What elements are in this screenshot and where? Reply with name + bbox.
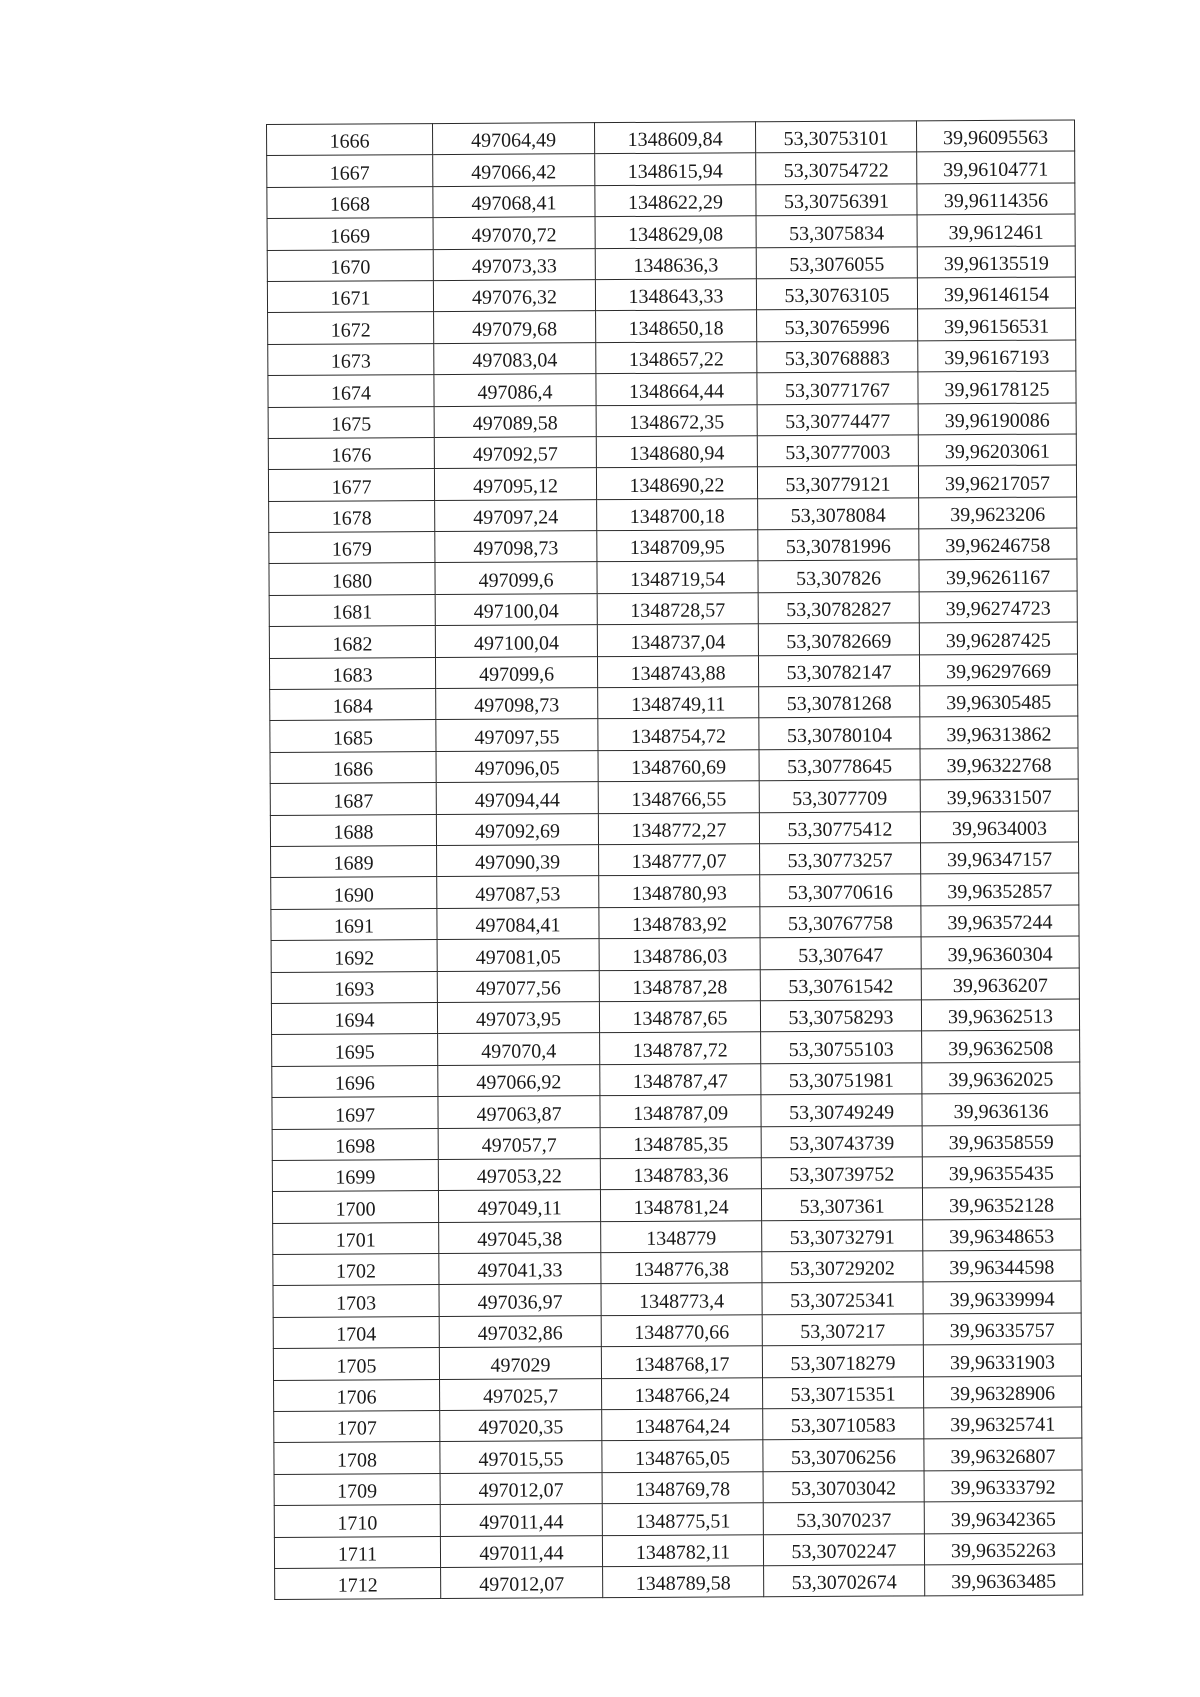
table-row bbox=[268, 340, 1076, 376]
x-coordinate-cell: 497077,56 bbox=[437, 970, 599, 1002]
latitude-cell: 53,30774477 bbox=[757, 403, 918, 435]
table-row bbox=[273, 1313, 1081, 1349]
y-coordinate-cell: 1348643,33 bbox=[595, 279, 756, 311]
point-number-cell: 1689 bbox=[271, 846, 437, 878]
latitude-cell: 53,30782827 bbox=[758, 592, 919, 624]
table-row bbox=[267, 151, 1075, 187]
point-number-cell: 1688 bbox=[270, 814, 436, 846]
point-number-cell: 1682 bbox=[269, 626, 435, 658]
y-coordinate-cell: 1348773,4 bbox=[601, 1283, 762, 1315]
point-number-cell: 1692 bbox=[271, 940, 437, 972]
x-coordinate-cell: 497070,4 bbox=[438, 1033, 600, 1065]
x-coordinate-cell: 497086,4 bbox=[434, 374, 596, 406]
longitude-cell: 39,96352128 bbox=[922, 1187, 1080, 1219]
y-coordinate-cell: 1348765,05 bbox=[602, 1440, 763, 1472]
longitude-cell: 39,9634003 bbox=[920, 811, 1078, 843]
y-coordinate-cell: 1348781,24 bbox=[600, 1189, 761, 1221]
longitude-cell: 39,96339994 bbox=[923, 1281, 1081, 1313]
y-coordinate-cell: 1348789,58 bbox=[603, 1566, 764, 1598]
point-number-cell: 1687 bbox=[270, 783, 436, 815]
latitude-cell: 53,30782147 bbox=[758, 654, 919, 686]
y-coordinate-cell: 1348776,38 bbox=[601, 1252, 762, 1284]
table-row bbox=[268, 434, 1076, 470]
y-coordinate-cell: 1348785,35 bbox=[600, 1126, 761, 1158]
y-coordinate-cell: 1348650,18 bbox=[596, 310, 757, 342]
point-number-cell: 1672 bbox=[268, 312, 434, 344]
point-number-cell: 1677 bbox=[268, 469, 434, 501]
table-row bbox=[271, 905, 1079, 941]
x-coordinate-cell: 497099,6 bbox=[435, 562, 597, 594]
longitude-cell: 39,96363485 bbox=[925, 1564, 1083, 1596]
point-number-cell: 1711 bbox=[274, 1536, 440, 1568]
point-number-cell: 1685 bbox=[270, 720, 436, 752]
longitude-cell: 39,96362508 bbox=[922, 1030, 1080, 1062]
table-row bbox=[272, 1062, 1080, 1098]
x-coordinate-cell: 497073,95 bbox=[437, 1002, 599, 1034]
latitude-cell: 53,307361 bbox=[761, 1188, 922, 1220]
table-row bbox=[272, 1156, 1080, 1192]
longitude-cell: 39,96325741 bbox=[924, 1407, 1082, 1439]
table-row bbox=[271, 873, 1079, 909]
point-number-cell: 1703 bbox=[273, 1285, 439, 1317]
longitude-cell: 39,9636207 bbox=[921, 968, 1079, 1000]
x-coordinate-cell: 497083,04 bbox=[434, 342, 596, 374]
y-coordinate-cell: 1348749,11 bbox=[598, 687, 759, 719]
table-row bbox=[267, 120, 1075, 156]
latitude-cell: 53,30702674 bbox=[764, 1565, 925, 1597]
x-coordinate-cell: 497092,69 bbox=[436, 813, 598, 845]
x-coordinate-cell: 497066,92 bbox=[438, 1064, 600, 1096]
y-coordinate-cell: 1348787,65 bbox=[599, 1001, 760, 1033]
y-coordinate-cell: 1348672,35 bbox=[596, 404, 757, 436]
point-number-cell: 1690 bbox=[271, 877, 437, 909]
y-coordinate-cell: 1348783,36 bbox=[600, 1158, 761, 1190]
x-coordinate-cell: 497064,49 bbox=[433, 123, 595, 155]
y-coordinate-cell: 1348615,94 bbox=[595, 153, 756, 185]
table-body bbox=[267, 120, 1083, 1600]
point-number-cell: 1712 bbox=[275, 1568, 441, 1600]
table-row bbox=[267, 277, 1075, 313]
x-coordinate-cell: 497090,39 bbox=[437, 845, 599, 877]
x-coordinate-cell: 497095,12 bbox=[434, 468, 596, 500]
y-coordinate-cell: 1348700,18 bbox=[597, 498, 758, 530]
latitude-cell: 53,30770616 bbox=[760, 874, 921, 906]
longitude-cell: 39,96246758 bbox=[919, 528, 1077, 560]
point-number-cell: 1700 bbox=[272, 1191, 438, 1223]
point-number-cell: 1674 bbox=[268, 375, 434, 407]
point-number-cell: 1706 bbox=[274, 1379, 440, 1411]
x-coordinate-cell: 497097,24 bbox=[435, 499, 597, 531]
point-number-cell: 1683 bbox=[269, 657, 435, 689]
point-number-cell: 1709 bbox=[274, 1473, 440, 1505]
y-coordinate-cell: 1348680,94 bbox=[596, 436, 757, 468]
y-coordinate-cell: 1348629,08 bbox=[595, 216, 756, 248]
table-row bbox=[272, 1093, 1080, 1129]
table-row bbox=[269, 591, 1077, 627]
longitude-cell: 39,96114356 bbox=[917, 183, 1075, 215]
latitude-cell: 53,3070237 bbox=[763, 1502, 924, 1534]
latitude-cell: 53,30778645 bbox=[759, 749, 920, 781]
coordinates-table bbox=[266, 119, 1083, 1600]
longitude-cell: 39,96342365 bbox=[924, 1501, 1082, 1533]
latitude-cell: 53,30702247 bbox=[763, 1533, 924, 1565]
y-coordinate-cell: 1348787,72 bbox=[600, 1032, 761, 1064]
latitude-cell: 53,30749249 bbox=[761, 1094, 922, 1126]
x-coordinate-cell: 497073,33 bbox=[433, 248, 595, 280]
latitude-cell: 53,30725341 bbox=[762, 1282, 923, 1314]
y-coordinate-cell: 1348754,72 bbox=[598, 718, 759, 750]
longitude-cell: 39,96297669 bbox=[919, 654, 1077, 686]
longitude-cell: 39,96104771 bbox=[917, 151, 1075, 183]
table-row bbox=[269, 528, 1077, 564]
longitude-cell: 39,96358559 bbox=[922, 1124, 1080, 1156]
y-coordinate-cell: 1348769,78 bbox=[602, 1472, 763, 1504]
table-row bbox=[267, 214, 1075, 250]
point-number-cell: 1708 bbox=[274, 1442, 440, 1474]
x-coordinate-cell: 497097,55 bbox=[436, 719, 598, 751]
y-coordinate-cell: 1348780,93 bbox=[599, 875, 760, 907]
x-coordinate-cell: 497066,42 bbox=[433, 154, 595, 186]
x-coordinate-cell: 497011,44 bbox=[440, 1504, 602, 1536]
longitude-cell: 39,96352263 bbox=[924, 1533, 1082, 1565]
longitude-cell: 39,96362513 bbox=[921, 999, 1079, 1031]
y-coordinate-cell: 1348760,69 bbox=[598, 750, 759, 782]
longitude-cell: 39,96261167 bbox=[919, 559, 1077, 591]
y-coordinate-cell: 1348787,28 bbox=[599, 969, 760, 1001]
x-coordinate-cell: 497053,22 bbox=[438, 1159, 600, 1191]
y-coordinate-cell: 1348664,44 bbox=[596, 373, 757, 405]
latitude-cell: 53,30743739 bbox=[761, 1125, 922, 1157]
x-coordinate-cell: 497098,73 bbox=[436, 688, 598, 720]
latitude-cell: 53,30763105 bbox=[756, 278, 917, 310]
longitude-cell: 39,96305485 bbox=[920, 685, 1078, 717]
x-coordinate-cell: 497087,53 bbox=[437, 876, 599, 908]
table-row bbox=[274, 1470, 1082, 1506]
latitude-cell: 53,30771767 bbox=[757, 372, 918, 404]
latitude-cell: 53,30761542 bbox=[760, 968, 921, 1000]
point-number-cell: 1704 bbox=[273, 1316, 439, 1348]
x-coordinate-cell: 497099,6 bbox=[435, 656, 597, 688]
table-row bbox=[272, 1187, 1080, 1223]
latitude-cell: 53,3076055 bbox=[756, 246, 917, 278]
y-coordinate-cell: 1348636,3 bbox=[595, 247, 756, 279]
longitude-cell: 39,96167193 bbox=[918, 340, 1076, 372]
point-number-cell: 1691 bbox=[271, 908, 437, 940]
x-coordinate-cell: 497057,7 bbox=[438, 1127, 600, 1159]
longitude-cell: 39,96190086 bbox=[918, 402, 1076, 434]
table-row bbox=[274, 1438, 1082, 1474]
table-row bbox=[274, 1376, 1082, 1412]
point-number-cell: 1673 bbox=[268, 343, 434, 375]
x-coordinate-cell: 497015,55 bbox=[440, 1441, 602, 1473]
x-coordinate-cell: 497012,07 bbox=[440, 1472, 602, 1504]
y-coordinate-cell: 1348772,27 bbox=[598, 812, 759, 844]
table-row bbox=[273, 1344, 1081, 1380]
table-row bbox=[268, 402, 1076, 438]
latitude-cell: 53,30775412 bbox=[759, 811, 920, 843]
y-coordinate-cell: 1348766,55 bbox=[598, 781, 759, 813]
table-row bbox=[271, 842, 1079, 878]
table-row bbox=[272, 1030, 1080, 1066]
x-coordinate-cell: 497041,33 bbox=[439, 1253, 601, 1285]
x-coordinate-cell: 497029 bbox=[439, 1347, 601, 1379]
table-row bbox=[271, 968, 1079, 1004]
longitude-cell: 39,96355435 bbox=[922, 1156, 1080, 1188]
longitude-cell: 39,96156531 bbox=[918, 308, 1076, 340]
point-number-cell: 1698 bbox=[272, 1128, 438, 1160]
longitude-cell: 39,9623206 bbox=[919, 497, 1077, 529]
longitude-cell: 39,96326807 bbox=[924, 1438, 1082, 1470]
longitude-cell: 39,96352857 bbox=[921, 873, 1079, 905]
longitude-cell: 39,96331507 bbox=[920, 779, 1078, 811]
table-row bbox=[269, 559, 1077, 595]
longitude-cell: 39,96360304 bbox=[921, 936, 1079, 968]
x-coordinate-cell: 497063,87 bbox=[438, 1096, 600, 1128]
latitude-cell: 53,307217 bbox=[762, 1314, 923, 1346]
x-coordinate-cell: 497049,11 bbox=[438, 1190, 600, 1222]
point-number-cell: 1667 bbox=[267, 155, 433, 187]
latitude-cell: 53,30768883 bbox=[757, 341, 918, 373]
latitude-cell: 53,307826 bbox=[758, 560, 919, 592]
x-coordinate-cell: 497081,05 bbox=[437, 939, 599, 971]
point-number-cell: 1686 bbox=[270, 751, 436, 783]
longitude-cell: 39,9636136 bbox=[922, 1093, 1080, 1125]
y-coordinate-cell: 1348609,84 bbox=[594, 122, 755, 154]
point-number-cell: 1681 bbox=[269, 594, 435, 626]
latitude-cell: 53,30754722 bbox=[756, 152, 917, 184]
latitude-cell: 53,3078084 bbox=[758, 498, 919, 530]
latitude-cell: 53,30779121 bbox=[757, 466, 918, 498]
table-row bbox=[268, 371, 1076, 407]
latitude-cell: 53,30767758 bbox=[760, 906, 921, 938]
x-coordinate-cell: 497100,04 bbox=[435, 625, 597, 657]
y-coordinate-cell: 1348786,03 bbox=[599, 938, 760, 970]
longitude-cell: 39,96344598 bbox=[923, 1250, 1081, 1282]
point-number-cell: 1697 bbox=[272, 1097, 438, 1129]
latitude-cell: 53,30756391 bbox=[756, 184, 917, 216]
latitude-cell: 53,30751981 bbox=[761, 1063, 922, 1095]
longitude-cell: 39,96331903 bbox=[923, 1344, 1081, 1376]
y-coordinate-cell: 1348737,04 bbox=[597, 624, 758, 656]
longitude-cell: 39,96146154 bbox=[917, 277, 1075, 309]
latitude-cell: 53,30781996 bbox=[758, 529, 919, 561]
y-coordinate-cell: 1348764,24 bbox=[602, 1409, 763, 1441]
y-coordinate-cell: 1348622,29 bbox=[595, 185, 756, 217]
table-row bbox=[273, 1250, 1081, 1286]
latitude-cell: 53,30753101 bbox=[755, 121, 916, 153]
latitude-cell: 53,30777003 bbox=[757, 435, 918, 467]
point-number-cell: 1710 bbox=[274, 1505, 440, 1537]
point-number-cell: 1707 bbox=[274, 1411, 440, 1443]
longitude-cell: 39,96178125 bbox=[918, 371, 1076, 403]
point-number-cell: 1696 bbox=[272, 1065, 438, 1097]
longitude-cell: 39,96135519 bbox=[917, 246, 1075, 278]
latitude-cell: 53,30703042 bbox=[763, 1471, 924, 1503]
point-number-cell: 1679 bbox=[269, 532, 435, 564]
x-coordinate-cell: 497076,32 bbox=[433, 280, 595, 312]
longitude-cell: 39,9612461 bbox=[917, 214, 1075, 246]
latitude-cell: 53,3077709 bbox=[759, 780, 920, 812]
longitude-cell: 39,96362025 bbox=[922, 1062, 1080, 1094]
x-coordinate-cell: 497045,38 bbox=[439, 1221, 601, 1253]
x-coordinate-cell: 497089,58 bbox=[434, 405, 596, 437]
x-coordinate-cell: 497036,97 bbox=[439, 1284, 601, 1316]
longitude-cell: 39,96335757 bbox=[923, 1313, 1081, 1345]
table-row bbox=[270, 748, 1078, 784]
latitude-cell: 53,30755103 bbox=[761, 1031, 922, 1063]
x-coordinate-cell: 497032,86 bbox=[439, 1315, 601, 1347]
y-coordinate-cell: 1348779 bbox=[601, 1220, 762, 1252]
point-number-cell: 1699 bbox=[272, 1159, 438, 1191]
longitude-cell: 39,96313862 bbox=[920, 716, 1078, 748]
table-row bbox=[274, 1501, 1082, 1537]
y-coordinate-cell: 1348787,47 bbox=[600, 1063, 761, 1095]
longitude-cell: 39,96217057 bbox=[918, 465, 1076, 497]
table-row bbox=[273, 1219, 1081, 1255]
x-coordinate-cell: 497094,44 bbox=[436, 782, 598, 814]
table-container bbox=[266, 119, 1082, 1600]
table-row bbox=[275, 1564, 1083, 1600]
longitude-cell: 39,96328906 bbox=[924, 1376, 1082, 1408]
y-coordinate-cell: 1348783,92 bbox=[599, 907, 760, 939]
y-coordinate-cell: 1348719,54 bbox=[597, 561, 758, 593]
table-row bbox=[270, 685, 1078, 721]
y-coordinate-cell: 1348787,09 bbox=[600, 1095, 761, 1127]
latitude-cell: 53,30718279 bbox=[762, 1345, 923, 1377]
table-row bbox=[268, 308, 1076, 344]
latitude-cell: 53,307647 bbox=[760, 937, 921, 969]
latitude-cell: 53,30782669 bbox=[758, 623, 919, 655]
table-row bbox=[273, 1281, 1081, 1317]
point-number-cell: 1666 bbox=[267, 124, 433, 156]
x-coordinate-cell: 497079,68 bbox=[434, 311, 596, 343]
table-row bbox=[274, 1533, 1082, 1569]
x-coordinate-cell: 497092,57 bbox=[434, 437, 596, 469]
longitude-cell: 39,96357244 bbox=[921, 905, 1079, 937]
point-number-cell: 1676 bbox=[268, 437, 434, 469]
x-coordinate-cell: 497011,44 bbox=[440, 1535, 602, 1567]
longitude-cell: 39,96095563 bbox=[916, 120, 1074, 152]
longitude-cell: 39,96287425 bbox=[919, 622, 1077, 654]
y-coordinate-cell: 1348766,24 bbox=[602, 1377, 763, 1409]
y-coordinate-cell: 1348743,88 bbox=[597, 655, 758, 687]
table-row bbox=[268, 465, 1076, 501]
table-row bbox=[269, 497, 1077, 533]
point-number-cell: 1680 bbox=[269, 563, 435, 595]
latitude-cell: 53,30739752 bbox=[761, 1157, 922, 1189]
x-coordinate-cell: 497084,41 bbox=[437, 907, 599, 939]
x-coordinate-cell: 497098,73 bbox=[435, 531, 597, 563]
y-coordinate-cell: 1348709,95 bbox=[597, 530, 758, 562]
x-coordinate-cell: 497068,41 bbox=[433, 185, 595, 217]
x-coordinate-cell: 497100,04 bbox=[435, 594, 597, 626]
y-coordinate-cell: 1348775,51 bbox=[602, 1503, 763, 1535]
table-row bbox=[274, 1407, 1082, 1443]
point-number-cell: 1693 bbox=[271, 971, 437, 1003]
point-number-cell: 1678 bbox=[269, 500, 435, 532]
point-number-cell: 1671 bbox=[267, 281, 433, 313]
latitude-cell: 53,30715351 bbox=[763, 1376, 924, 1408]
latitude-cell: 53,30729202 bbox=[762, 1251, 923, 1283]
table-row bbox=[271, 936, 1079, 972]
point-number-cell: 1705 bbox=[273, 1348, 439, 1380]
point-number-cell: 1670 bbox=[267, 249, 433, 281]
longitude-cell: 39,96322768 bbox=[920, 748, 1078, 780]
point-number-cell: 1668 bbox=[267, 186, 433, 218]
latitude-cell: 53,3075834 bbox=[756, 215, 917, 247]
latitude-cell: 53,30706256 bbox=[763, 1439, 924, 1471]
latitude-cell: 53,30732791 bbox=[762, 1220, 923, 1252]
table-row bbox=[270, 716, 1078, 752]
x-coordinate-cell: 497020,35 bbox=[440, 1410, 602, 1442]
y-coordinate-cell: 1348768,17 bbox=[601, 1346, 762, 1378]
point-number-cell: 1675 bbox=[268, 406, 434, 438]
point-number-cell: 1701 bbox=[273, 1222, 439, 1254]
table-row bbox=[267, 183, 1075, 219]
longitude-cell: 39,96274723 bbox=[919, 591, 1077, 623]
latitude-cell: 53,30710583 bbox=[763, 1408, 924, 1440]
y-coordinate-cell: 1348782,11 bbox=[602, 1534, 763, 1566]
point-number-cell: 1684 bbox=[270, 689, 436, 721]
table-row bbox=[270, 811, 1078, 847]
point-number-cell: 1669 bbox=[267, 218, 433, 250]
latitude-cell: 53,30773257 bbox=[760, 843, 921, 875]
longitude-cell: 39,96203061 bbox=[918, 434, 1076, 466]
y-coordinate-cell: 1348770,66 bbox=[601, 1315, 762, 1347]
point-number-cell: 1702 bbox=[273, 1254, 439, 1286]
y-coordinate-cell: 1348777,07 bbox=[599, 844, 760, 876]
longitude-cell: 39,96333792 bbox=[924, 1470, 1082, 1502]
longitude-cell: 39,96348653 bbox=[923, 1219, 1081, 1251]
x-coordinate-cell: 497070,72 bbox=[433, 217, 595, 249]
y-coordinate-cell: 1348690,22 bbox=[596, 467, 757, 499]
latitude-cell: 53,30781268 bbox=[759, 686, 920, 718]
table-row bbox=[269, 622, 1077, 658]
table-row bbox=[267, 246, 1075, 282]
point-number-cell: 1694 bbox=[271, 1002, 437, 1034]
point-number-cell: 1695 bbox=[272, 1034, 438, 1066]
y-coordinate-cell: 1348728,57 bbox=[597, 593, 758, 625]
x-coordinate-cell: 497012,07 bbox=[441, 1567, 603, 1599]
table-row bbox=[271, 999, 1079, 1035]
table-row bbox=[269, 654, 1077, 690]
latitude-cell: 53,30758293 bbox=[760, 1000, 921, 1032]
latitude-cell: 53,30765996 bbox=[757, 309, 918, 341]
x-coordinate-cell: 497096,05 bbox=[436, 750, 598, 782]
y-coordinate-cell: 1348657,22 bbox=[596, 341, 757, 373]
x-coordinate-cell: 497025,7 bbox=[440, 1378, 602, 1410]
table-row bbox=[270, 779, 1078, 815]
longitude-cell: 39,96347157 bbox=[921, 842, 1079, 874]
latitude-cell: 53,30780104 bbox=[759, 717, 920, 749]
table-row bbox=[272, 1124, 1080, 1160]
